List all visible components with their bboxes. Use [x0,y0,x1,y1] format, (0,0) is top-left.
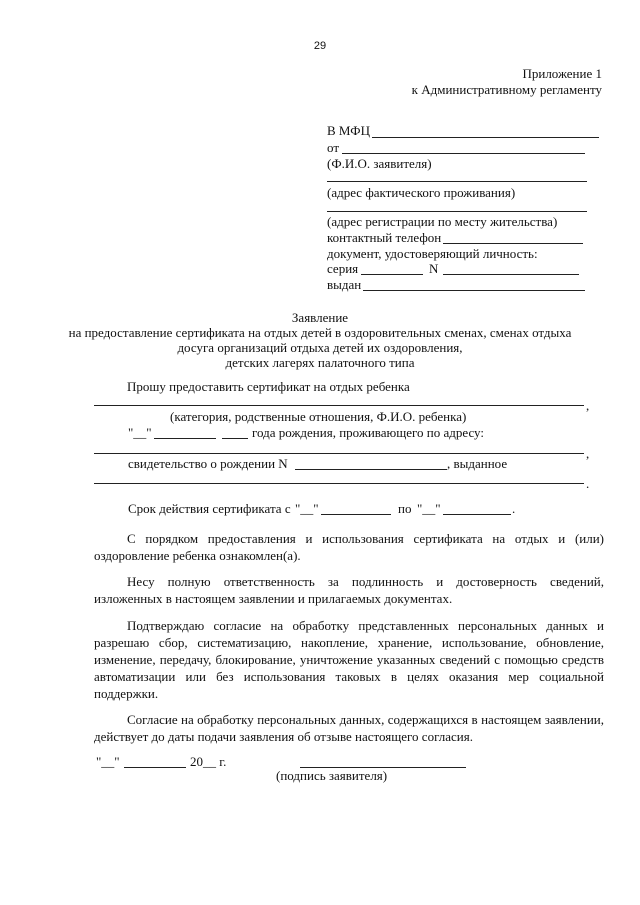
birth-day-quote: "__" [128,425,152,440]
page-number: 29 [313,40,327,52]
phone-label: контактный телефон [327,230,442,245]
validity-to-line [443,514,511,515]
to-mfc-label: В МФЦ [327,123,370,138]
child-field-line [94,405,584,406]
signature-month-line [124,767,186,768]
number-field-line [443,274,579,275]
signature-year: 20__ г. [190,754,227,769]
title-line3: досуга организаций отдыха детей их оздоровления, [177,340,463,355]
title-line2: на предоставление сертификата на отдых детей в оздоровительных сменах, сменах отдыха [68,325,572,340]
validity-from-quote: "__" [295,501,319,516]
issued-label: выдан [327,277,362,292]
birth-suffix-text: года рождения, проживающего по адресу: [252,425,484,440]
period-2: . [512,501,516,516]
series-field-line [361,274,423,275]
child-caption: (категория, родственные отношения, Ф.И.О. ребенка) [170,409,467,424]
paragraph-consent: Подтверждаю согласие на обработку представленных персональных данных и разрешаю сбор, систематизацию, накопление, хранение, использование, обновление, изменение, передачу, блокирование, уничтожение указанных сведений с помощью средств автоматизации или без использования таковых в целях оказания мер социальной поддержки. [94,618,604,701]
fio-caption: (Ф.И.О. заявителя) [327,156,432,171]
comma-2: , [586,446,590,461]
paragraph-term: Согласие на обработку персональных данных, содержащихся в настоящем заявлении, действует до даты подачи заявления об отзыве настоящего согласия. [94,712,604,744]
from-field-line [342,153,585,154]
birth-cert-label: свидетельство о рождении N [128,456,288,471]
signature-caption: (подпись заявителя) [276,768,388,783]
issued-field-line [363,290,585,291]
validity-prefix: Срок действия сертификата с [128,501,291,516]
id-document-label: документ, удостоверяющий личность: [327,246,538,261]
number-label: N [429,261,439,276]
appendix-line2: к Административному регламенту [411,82,602,97]
actual-address-caption: (адрес фактического проживания) [327,185,516,200]
signature-date-quote: "__" [96,754,120,769]
paragraph-responsibility: Несу полную ответственность за подлинность и достоверность сведений, изложенных в настоящем заявлении и прилагаемых документах. [94,574,604,606]
title-line4: детских лагерях палаточного типа [225,355,415,370]
title-line1: Заявление [291,310,349,325]
series-label: серия [327,261,359,276]
issued-by-field-line [94,483,584,484]
phone-field-line [443,243,583,244]
reg-address-field-line [327,211,587,212]
reg-address-caption: (адрес регистрации по месту жительства) [327,214,558,229]
address-field-line [94,453,584,454]
fio-field-line [327,181,587,182]
birth-cert-number-line [295,469,447,470]
from-label: от [327,140,340,155]
validity-to-quote: "__" [417,501,441,516]
paragraph-order: С порядком предоставления и использования сертификата на отдых и (или) оздоровление ребенка ознакомлен(а). [94,531,604,563]
mfc-field-line [372,137,599,138]
birth-cert-issued-label: , выданное [447,456,508,471]
comma-1: , [586,398,590,413]
request-text: Прошу предоставить сертификат на отдых ребенка [127,379,410,394]
validity-from-line [321,514,391,515]
period-1: . [586,476,590,491]
validity-to-label: по [398,501,412,516]
birth-month-line [154,438,216,439]
birth-year-line [222,438,248,439]
appendix-line1: Приложение 1 [522,66,602,81]
